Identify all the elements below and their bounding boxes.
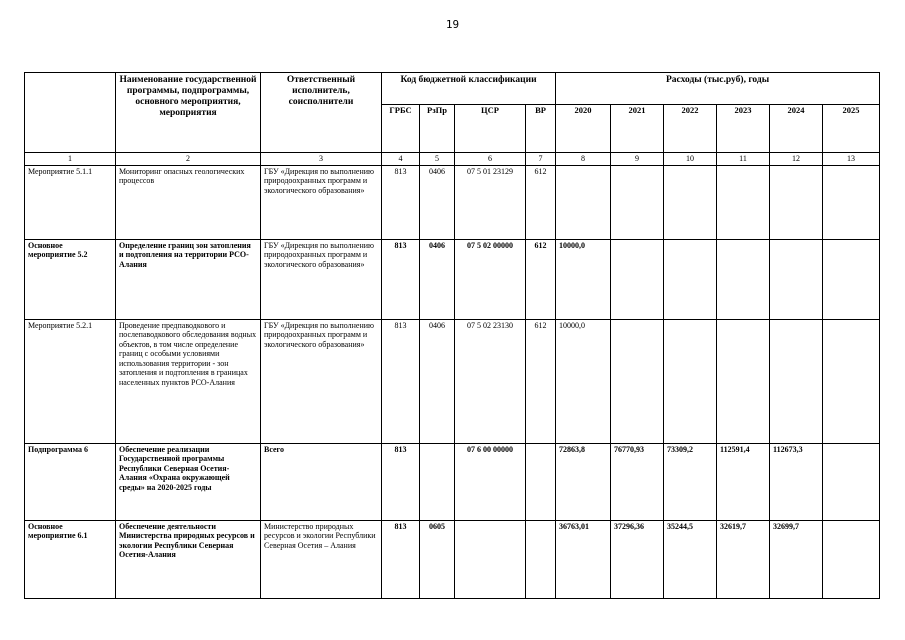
row-value-2021 [611, 319, 664, 443]
row-value-2020: 10000,0 [556, 319, 611, 443]
row-value-2023: 32619,7 [717, 520, 770, 598]
row-executor: ГБУ «Дирекция по выполнению природоохранных программ и экологического образования» [261, 239, 382, 319]
column-number: 6 [455, 153, 526, 166]
row-value-2024 [770, 239, 823, 319]
row-value-2022: 73309,2 [664, 443, 717, 520]
row-grbs: 813 [382, 239, 420, 319]
row-value-2021 [611, 165, 664, 239]
row-value-2024 [770, 319, 823, 443]
row-value-2020: 36763,01 [556, 520, 611, 598]
column-number: 2 [116, 153, 261, 166]
row-csr: 07 6 00 00000 [455, 443, 526, 520]
row-grbs: 813 [382, 319, 420, 443]
header-code-grbs: ГРБС [382, 105, 420, 153]
row-value-2022 [664, 319, 717, 443]
table-row [25, 165, 880, 239]
row-vr [526, 443, 556, 520]
header-name: Наименование государственной программы, подпрограммы, основного мероприятия, мероприятия [116, 73, 261, 153]
budget-table [24, 72, 880, 599]
row-csr: 07 5 01 23129 [455, 165, 526, 239]
row-csr [455, 520, 526, 598]
header-budget-code: Код бюджетной классификации [382, 73, 556, 105]
header-year-2023: 2023 [717, 105, 770, 153]
row-grbs: 813 [382, 165, 420, 239]
row-rzpr: 0605 [420, 520, 455, 598]
row-value-2022: 35244,5 [664, 520, 717, 598]
row-rzpr: 0406 [420, 165, 455, 239]
header-code-vr: ВР [526, 105, 556, 153]
page-number: 19 [445, 18, 460, 31]
row-name: Определение границ зон затопления и подтопления на территории РСО-Алания [116, 239, 261, 319]
header-code-csr: ЦСР [455, 105, 526, 153]
row-grbs: 813 [382, 443, 420, 520]
header-year-2020: 2020 [556, 105, 611, 153]
column-number: 11 [717, 153, 770, 166]
column-number: 13 [823, 153, 880, 166]
row-value-2023 [717, 165, 770, 239]
row-value-2022 [664, 165, 717, 239]
column-number: 3 [261, 153, 382, 166]
row-csr: 07 5 02 00000 [455, 239, 526, 319]
row-value-2020: 10000,0 [556, 239, 611, 319]
row-value-2023: 112591,4 [717, 443, 770, 520]
row-value-2021: 76770,93 [611, 443, 664, 520]
table-row [25, 520, 880, 598]
row-vr: 612 [526, 165, 556, 239]
row-grbs: 813 [382, 520, 420, 598]
row-rzpr [420, 443, 455, 520]
row-value-2025 [823, 239, 880, 319]
header-expenses: Расходы (тыс.руб), годы [556, 73, 880, 105]
row-label: Мероприятие 5.2.1 [25, 319, 116, 443]
header-empty-cell [25, 73, 116, 153]
row-label: Мероприятие 5.1.1 [25, 165, 116, 239]
table-row [25, 239, 880, 319]
row-rzpr: 0406 [420, 239, 455, 319]
row-label: Основное мероприятие 5.2 [25, 239, 116, 319]
header-year-2025: 2025 [823, 105, 880, 153]
row-value-2020 [556, 165, 611, 239]
row-value-2025 [823, 165, 880, 239]
header-row-1 [25, 73, 880, 105]
row-executor: ГБУ «Дирекция по выполнению природоохранных программ и экологического образования» [261, 319, 382, 443]
row-label: Основное мероприятие 6.1 [25, 520, 116, 598]
row-value-2025 [823, 443, 880, 520]
column-number: 10 [664, 153, 717, 166]
header-executor: Ответственный исполнитель, соисполнители [261, 73, 382, 153]
column-number: 12 [770, 153, 823, 166]
row-csr: 07 5 02 23130 [455, 319, 526, 443]
row-vr: 612 [526, 239, 556, 319]
header-code-rzpr: РзПр [420, 105, 455, 153]
column-number: 9 [611, 153, 664, 166]
row-name: Мониторинг опасных геологических процессов [116, 165, 261, 239]
table-row [25, 443, 880, 520]
column-number: 8 [556, 153, 611, 166]
column-number-row [25, 153, 880, 166]
table-row [25, 319, 880, 443]
row-label: Подпрограмма 6 [25, 443, 116, 520]
row-name: Обеспечение деятельности Министерства природных ресурсов и экологии Республики Северная Осетия-Алания [116, 520, 261, 598]
header-year-2024: 2024 [770, 105, 823, 153]
row-name: Обеспечение реализации Государственной программы Республики Северная Осетия-Алания «Охрана окружающей среды» на 2020-2025 годы [116, 443, 261, 520]
row-value-2020: 72863,8 [556, 443, 611, 520]
row-rzpr: 0406 [420, 319, 455, 443]
row-value-2021: 37296,36 [611, 520, 664, 598]
row-value-2024: 112673,3 [770, 443, 823, 520]
row-executor: Министерство природных ресурсов и экологии Республики Северная Осетия – Алания [261, 520, 382, 598]
row-value-2023 [717, 239, 770, 319]
header-year-2022: 2022 [664, 105, 717, 153]
row-value-2023 [717, 319, 770, 443]
row-vr [526, 520, 556, 598]
column-number: 5 [420, 153, 455, 166]
row-executor: ГБУ «Дирекция по выполнению природоохранных программ и экологического образования» [261, 165, 382, 239]
row-value-2025 [823, 319, 880, 443]
header-year-2021: 2021 [611, 105, 664, 153]
row-value-2021 [611, 239, 664, 319]
row-value-2022 [664, 239, 717, 319]
row-vr: 612 [526, 319, 556, 443]
row-value-2025 [823, 520, 880, 598]
column-number: 7 [526, 153, 556, 166]
row-value-2024: 32699,7 [770, 520, 823, 598]
column-number: 4 [382, 153, 420, 166]
row-name: Проведение предпаводкового и послепаводкового обследования водных объектов, в том числе определение границ с особыми условиями использования территории - зон затопления и подтопления в границах населенных пунктов РСО-Алания [116, 319, 261, 443]
row-executor: Всего [261, 443, 382, 520]
row-value-2024 [770, 165, 823, 239]
column-number: 1 [25, 153, 116, 166]
